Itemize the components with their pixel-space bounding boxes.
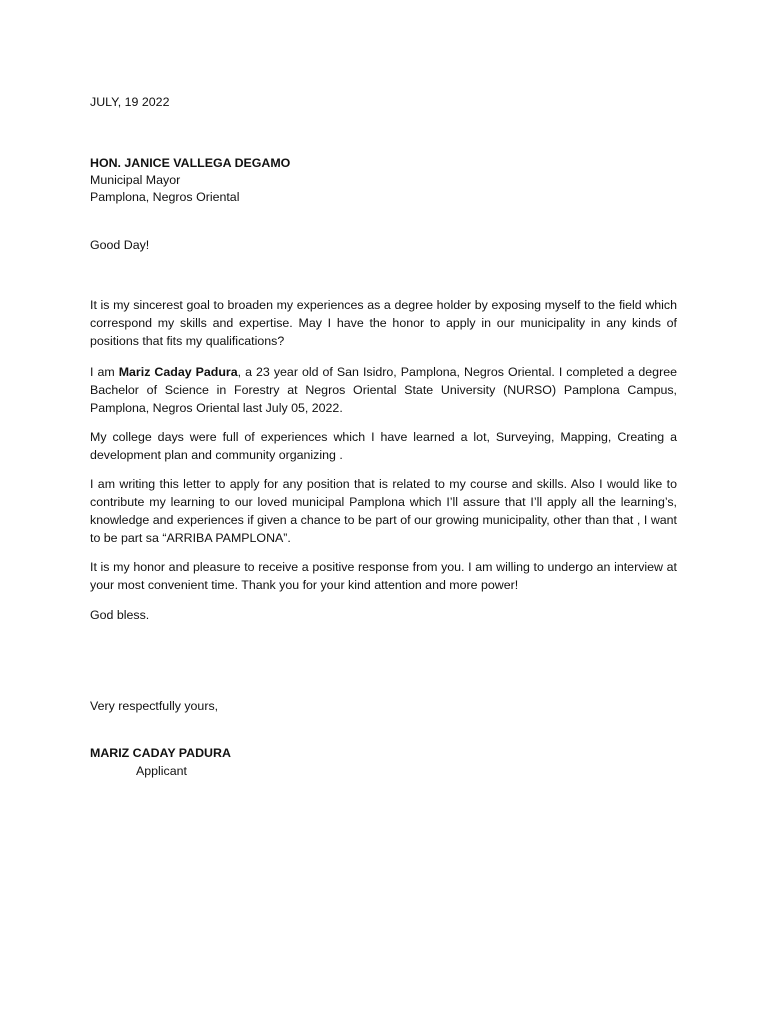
applicant-name-inline: Mariz Caday Padura [118, 365, 238, 379]
intro-rest: , a 23 year old of San Isidro, Pamplona, Negros Oriental. I completed a degree Bachelor of Science in Forestry at Negros Oriental State University (NURSO) Pamplona Campus, Pamplona, Negros Oriental last July 05, 2022. [90, 365, 677, 415]
intro-prefix: I am [90, 365, 119, 379]
recipient-title: Municipal Mayor [90, 173, 181, 187]
signature-role: Applicant [136, 764, 187, 778]
greeting: Good Day! [90, 238, 150, 252]
paragraph-introduction [90, 363, 677, 417]
paragraph-application: I am writing this letter to apply for any position that is related to my course and skills. Also I would like to contribute my learning to our loved municipal Pamplona which I’ll assure that I’ll apply all the learning’s, knowledge and experiences if given a chance to be part of our growing municipality, other than that , I want to be part sa “ARRIBA PAMPLONA”. [90, 477, 677, 545]
closing: Very respectfully yours, [90, 699, 219, 713]
recipient-name: HON. JANICE VALLEGA DEGAMO [90, 156, 291, 170]
paragraph-response: It is my honor and pleasure to receive a positive response from you. I am willing to undergo an interview at your most convenient time. Thank you for your kind attention and more power! [90, 560, 677, 592]
signature-name: MARIZ CADAY PADURA [90, 746, 231, 760]
recipient-address: Pamplona, Negros Oriental [90, 190, 240, 204]
blessing: God bless. [90, 608, 150, 622]
letter-date: JULY, 19 2022 [90, 95, 170, 109]
paragraph-experiences: My college days were full of experiences which I have learned a lot, Surveying, Mapping, Creating a development plan and community organizing . [90, 430, 677, 462]
paragraph-goal: It is my sincerest goal to broaden my experiences as a degree holder by exposing myself to the field which correspond my skills and expertise. May I have the honor to apply in our municipality in any kinds of positions that fits my qualifications? [90, 298, 677, 348]
